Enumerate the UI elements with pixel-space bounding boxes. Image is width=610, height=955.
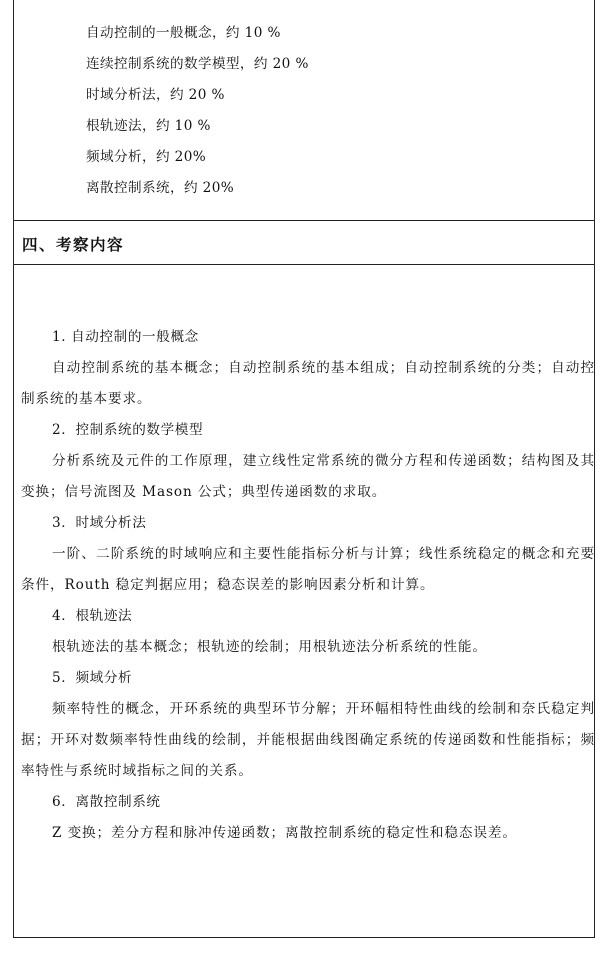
weight-item: 根轨迹法，约 10 %: [86, 118, 211, 134]
weight-item: 离散控制系统，约 20%: [86, 180, 235, 196]
topic-body: 频率特性的概念，开环系统的典型环节分解；开环幅相特性曲线的绘制和奈氏稳定判据；开环对数频率特性曲线的绘制，并能根据曲线图确定系统的传递函数和性能指标；频率特性与系统时域指标之间的关系。: [21, 701, 595, 779]
table-divider: [14, 220, 594, 221]
topic-heading: 4．根轨迹法: [52, 608, 133, 624]
section-title: 四、考察内容: [22, 236, 125, 254]
exam-content: [21, 322, 595, 849]
document-table: [13, 0, 595, 938]
topic-heading: 5．频域分析: [52, 670, 133, 686]
weight-list: [86, 20, 309, 206]
topic: [21, 663, 595, 787]
topic-heading: 6．离散控制系统: [52, 794, 161, 810]
topic-body: 分析系统及元件的工作原理，建立线性定常系统的微分方程和传递函数；结构图及其变换；信号流图及 Mason 公式；典型传递函数的求取。: [21, 453, 595, 500]
topic-heading: 3．时域分析法: [52, 515, 147, 531]
topic: [21, 601, 595, 663]
topic: [21, 787, 595, 849]
topic-body: 自动控制系统的基本概念；自动控制系统的基本组成；自动控制系统的分类；自动控制系统的基本要求。: [21, 360, 595, 407]
weight-item: 频域分析，约 20%: [86, 149, 207, 165]
topic: [21, 322, 595, 415]
topic-body: Z 变换；差分方程和脉冲传递函数；离散控制系统的稳定性和稳态误差。: [52, 825, 517, 841]
topic: [21, 508, 595, 601]
weight-item: 时域分析法，约 20 %: [86, 87, 225, 103]
topic-heading: 2．控制系统的数学模型: [52, 422, 204, 438]
weight-item: 连续控制系统的数学模型，约 20 %: [86, 56, 309, 72]
topic: [21, 415, 595, 508]
table-divider: [14, 264, 594, 265]
topic-body: 根轨迹法的基本概念；根轨迹的绘制；用根轨迹法分析系统的性能。: [52, 639, 487, 655]
topic-body: 一阶、二阶系统的时域响应和主要性能指标分析与计算；线性系统稳定的概念和充要条件，Routh 稳定判据应用；稳态误差的影响因素分析和计算。: [21, 546, 595, 593]
topic-heading: 1. 自动控制的一般概念: [52, 329, 199, 345]
weight-item: 自动控制的一般概念，约 10 %: [86, 25, 281, 41]
